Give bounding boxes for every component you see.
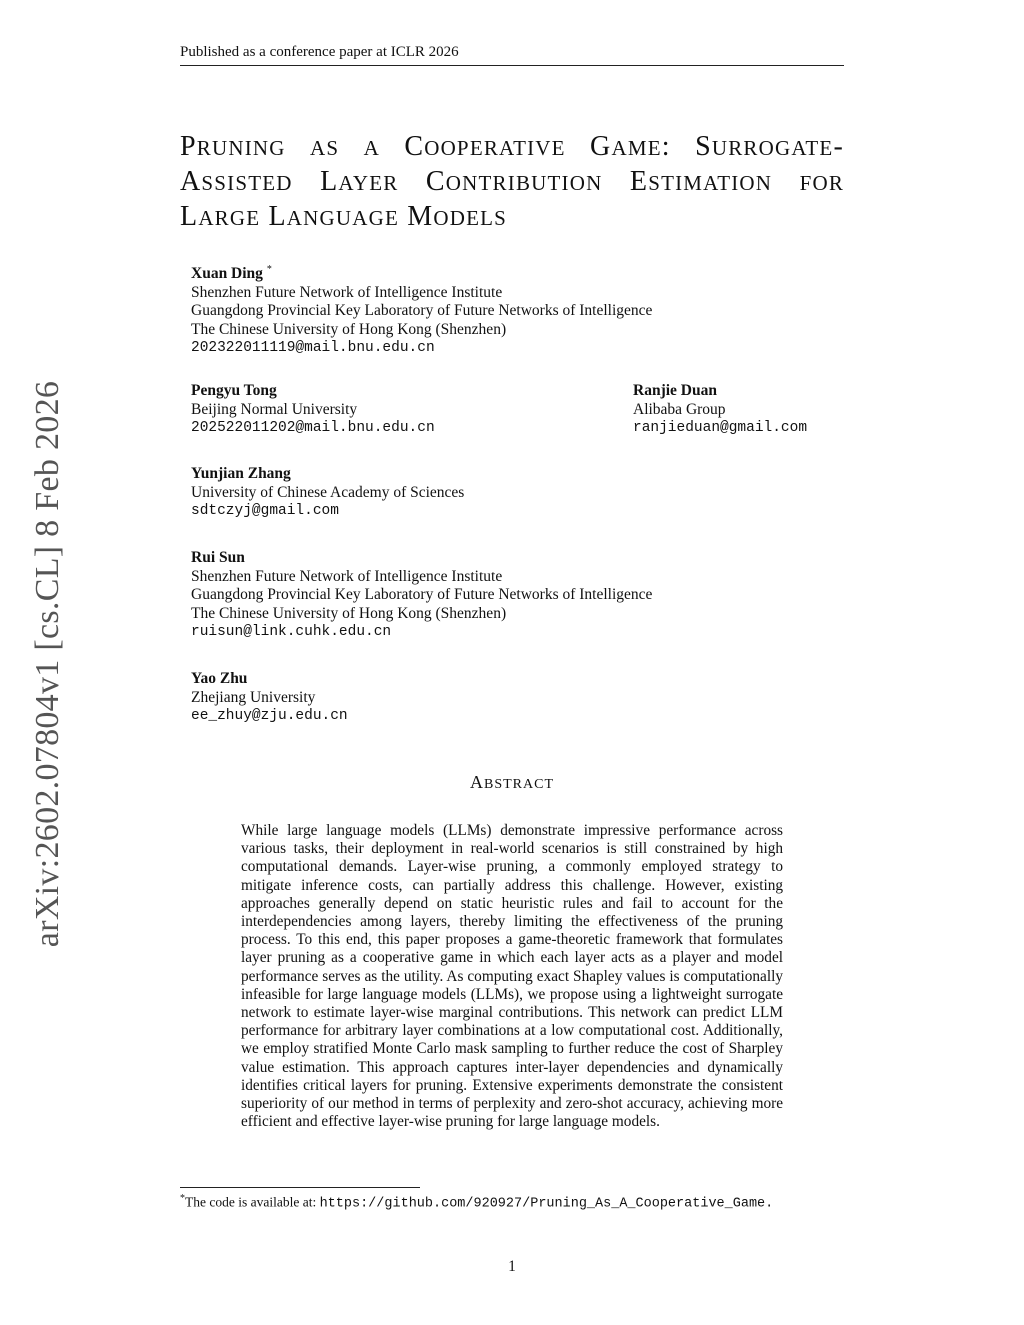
abstract-heading: ABSTRACT <box>469 772 554 792</box>
author-block <box>191 261 652 358</box>
footnote-mark: * <box>180 1193 185 1204</box>
author-affiliation: Alibaba Group <box>633 400 726 418</box>
author-affiliation: Guangdong Provincial Key Laboratory of Future Networks of Intelligence <box>191 586 653 603</box>
paper-title: PRUNING AS A COOPERATIVE GAME: SURROGATE-ASSISTED LAYER CONTRIBUTION ESTIMATION FOR LARGE LANGUAGE MODELS <box>180 131 845 232</box>
author-name: Rui Sun <box>191 549 245 566</box>
author-email[interactable]: ee_zhuy@zju.edu.cn <box>191 708 348 724</box>
author-email[interactable]: ranjieduan@gmail.com <box>633 420 808 436</box>
author-footnote-mark: * <box>266 264 272 275</box>
author-email[interactable]: 202322011119@mail.bnu.edu.cn <box>191 340 435 357</box>
author-name: Ranjie Duan <box>633 382 717 399</box>
author-block <box>191 382 435 438</box>
author-block <box>191 549 652 642</box>
author-affiliation: Beijing Normal University <box>191 400 358 418</box>
author-affiliation: Guangdong Provincial Key Laboratory of Future Networks of Intelligence <box>191 302 653 320</box>
author-affiliation: Shenzhen Future Network of Intelligence Institute <box>191 283 503 301</box>
abstract-body: While large language models (LLMs) demonstrate impressive performance across various tasks, their deployment in real-world scenarios is still constrained by high computational demands. Layer-wise pruning, a commonly employed strategy to mitigate inference costs, can partially address this challenge. However, existing approaches generally depend on static heuristic rules and fail to account for the interdependencies among layers, thereby limiting the effectiveness of the pruning process. To this end, this paper proposes a game-theoretic framework that formulates layer pruning as a cooperative game in which each layer acts as a player and model performance serves as the utility. As computing exact Shapley values is computationally infeasible for large language models (LLMs), we propose using a lightweight surrogate network to estimate layer-wise marginal contributions. This network can predict LLM performance for arbitrary layer combinations at a low computational cost. Additionally, we employ stratified Monte Carlo mask sampling to further reduce the cost of Sharpley value estimation. This approach captures inter-layer dependencies and dynamically identifies critical layers for pruning. Extensive experiments demonstrate the consistent superiority of our method in terms of perplexity and zero-shot accuracy, achieving more efficient and effective layer-wise pruning for large language models. <box>241 822 783 1131</box>
author-affiliation: University of Chinese Academy of Sciences <box>191 483 465 501</box>
author-affiliation: The Chinese University of Hong Kong (Shenzhen) <box>191 320 507 338</box>
author-email[interactable]: 202522011202@mail.bnu.edu.cn <box>191 420 435 436</box>
arxiv-stamp[interactable]: arXiv:2602.07804v1 [cs.CL] 8 Feb 2026 <box>29 380 66 948</box>
author-block <box>191 670 348 726</box>
author-affiliation: Zhejiang University <box>191 688 316 706</box>
footnote-divider <box>180 1187 420 1188</box>
author-name: Yunjian Zhang <box>191 465 291 482</box>
author-email[interactable]: sdtczyj@gmail.com <box>191 503 339 519</box>
author-affiliation: Shenzhen Future Network of Intelligence Institute <box>191 567 503 585</box>
author-email[interactable]: ruisun@link.cuhk.edu.cn <box>191 624 392 640</box>
author-name: Pengyu Tong <box>191 382 277 399</box>
author-block <box>191 465 464 521</box>
running-head: Published as a conference paper at ICLR 2026 <box>180 44 844 66</box>
code-link[interactable]: https://github.com/920927/Pruning_As_A_Cooperative_Game. <box>319 1196 774 1212</box>
footnote <box>180 1190 844 1213</box>
footnote-text: The code is available at: <box>185 1194 317 1210</box>
author-block <box>633 382 807 438</box>
author-name: Yao Zhu <box>191 670 248 687</box>
author-affiliation: The Chinese University of Hong Kong (Shenzhen) <box>191 604 507 622</box>
page-number: 1 <box>508 1258 516 1275</box>
author-name: Xuan Ding <box>191 265 263 283</box>
